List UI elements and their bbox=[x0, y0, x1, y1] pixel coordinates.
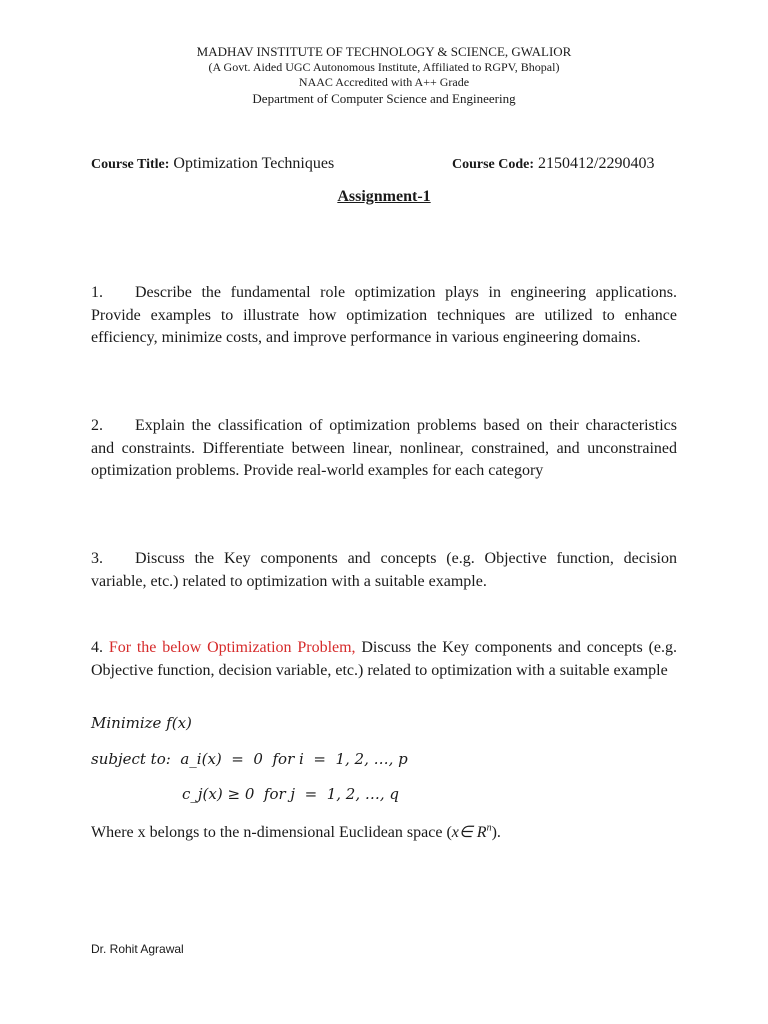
question-number: 2. bbox=[91, 417, 103, 434]
question-text: Describe the fundamental role optimization plays in engineering applications. Provide examples to illustrate how optimization techniques are utilized to enhance efficiency, minimize costs, and improve performance in various engineering domains. bbox=[91, 284, 677, 346]
course-code bbox=[452, 155, 655, 173]
course-code-value: 2150412/2290403 bbox=[538, 155, 655, 172]
constraint-line-1 bbox=[91, 750, 408, 768]
question-text: Discuss the Key components and concepts (e.g. Objective function, decision variable, etc.) related to optimization with a suitable example. bbox=[91, 550, 677, 590]
question-3 bbox=[91, 548, 677, 593]
assignment-title: Assignment-1 bbox=[337, 188, 431, 205]
footer-author: Dr. Rohit Agrawal bbox=[91, 942, 184, 956]
question-highlight: For the below Optimization Problem, bbox=[108, 639, 356, 656]
domain-suffix: ). bbox=[491, 824, 501, 841]
domain-symbol: x∈ R bbox=[451, 824, 487, 841]
constraint-line-2: c_j(x) ≥ 0 for j = 1, 2, …, q bbox=[182, 785, 400, 803]
question-2 bbox=[91, 415, 677, 483]
question-number: 3. bbox=[91, 550, 103, 567]
course-code-label: Course Code: bbox=[452, 157, 535, 172]
course-title-label: Course Title: bbox=[91, 157, 170, 172]
objective-line: Minimize f(x) bbox=[91, 714, 192, 732]
domain-superscript: n bbox=[486, 822, 492, 834]
department: Department of Computer Science and Engineering bbox=[252, 91, 516, 106]
institute-name: MADHAV INSTITUTE OF TECHNOLOGY & SCIENCE, GWALIOR bbox=[196, 44, 572, 59]
domain-statement bbox=[91, 822, 501, 842]
question-text: Explain the classification of optimization problems based on their characteristics and constraints. Differentiate between linear, nonlinear, constrained, and unconstrained optimization problems. Provide real-world examples for each category bbox=[91, 417, 677, 479]
question-number: 1. bbox=[91, 284, 103, 301]
accreditation: NAAC Accredited with A++ Grade bbox=[298, 75, 470, 89]
question-1 bbox=[91, 282, 677, 350]
course-title-value: Optimization Techniques bbox=[173, 155, 335, 172]
course-title bbox=[91, 155, 334, 173]
document-header bbox=[0, 44, 768, 107]
question-number: 4. bbox=[91, 639, 103, 656]
subject-to-label: subject to: bbox=[91, 750, 171, 768]
question-4 bbox=[91, 637, 677, 682]
domain-prefix: Where x belongs to the n-dimensional Euclidean space ( bbox=[91, 824, 452, 841]
question-text: Discuss the Key components and concepts (e.g. Objective function, decision variable, etc.) related to optimization with a suitable example bbox=[91, 639, 678, 679]
institute-subtitle: (A Govt. Aided UGC Autonomous Institute, Affiliated to RGPV, Bhopal) bbox=[208, 60, 560, 74]
equality-constraint: a_i(x) = 0 for i = 1, 2, …, p bbox=[180, 750, 408, 768]
